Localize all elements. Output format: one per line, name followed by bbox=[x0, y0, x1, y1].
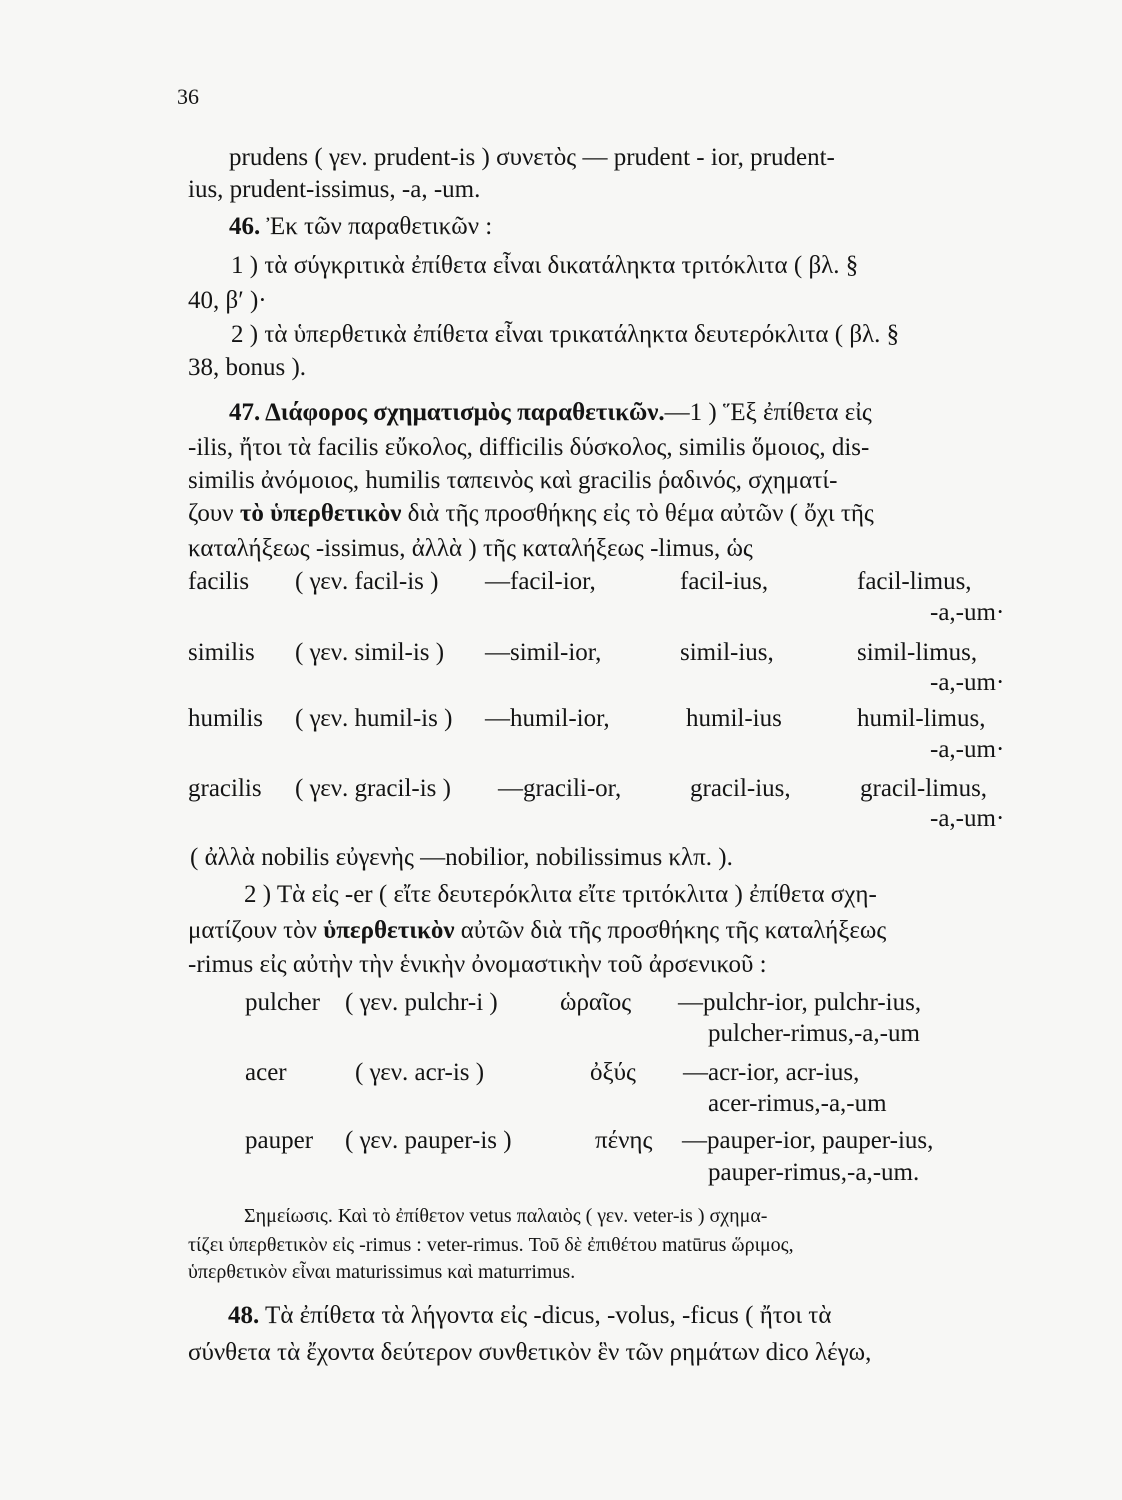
er-example-forms-1: —acr-ior, acr-ius, bbox=[683, 1059, 860, 1086]
example-adverb: facil-ius, bbox=[680, 568, 769, 595]
section-47-line-4 bbox=[188, 501, 874, 526]
section-47-heading bbox=[229, 400, 872, 425]
section-47-line-1-rest: —1 ) Ἕξ ἐπίθετα εἰς bbox=[664, 399, 872, 426]
section-46-number: 46. bbox=[229, 213, 261, 240]
section-47-line-2: -ilis, ἤτοι τὰ facilis εὔκολος, difficilis δύσκολος, similis ὅμοιος, dis- bbox=[188, 434, 870, 461]
section-46-item-2-line-2: 38, bonus ). bbox=[188, 354, 307, 381]
paragraph-2-line-2-c: αὐτῶν διὰ τῆς προσθήκης τῆς καταλήξεως bbox=[454, 917, 887, 944]
example-ending: -a,-um· bbox=[930, 599, 1005, 626]
er-example-word: pauper bbox=[245, 1127, 314, 1154]
example-adverb: simil-ius, bbox=[680, 639, 774, 666]
section-47-line-4-a: ζουν bbox=[188, 500, 240, 527]
example-superlative: gracil-limus, bbox=[860, 775, 988, 802]
section-48-line-1 bbox=[228, 1303, 831, 1328]
example-genitive: ( γεν. simil-is ) bbox=[295, 639, 445, 666]
example-comparative: —gracili-or, bbox=[498, 775, 622, 802]
paragraph-2-line-2-a: ματίζουν τὸν bbox=[188, 917, 324, 944]
section-48-number: 48. bbox=[228, 1302, 260, 1329]
example-word: facilis bbox=[188, 568, 250, 595]
paragraph-2-line-2-bold: ὑπερθετικὸν bbox=[323, 917, 455, 944]
er-example-genitive: ( γεν. pulchr-i ) bbox=[345, 989, 498, 1016]
er-example-forms-1: —pulchr-ior, pulchr-ius, bbox=[678, 989, 922, 1016]
paragraph-2-line-1: 2 ) Τὰ εἰς -er ( εἴτε δευτερόκλιτα εἴτε τριτόκλιτα ) ἐπίθετα σχη- bbox=[244, 881, 877, 908]
section-47-line-5: καταλήξεως -issimus, ἀλλὰ ) τῆς καταλήξεως -limus, ὡς bbox=[188, 535, 753, 562]
example-adverb: humil-ius bbox=[686, 705, 782, 732]
paragraph-2-line-3: -rimus εἰς αὐτὴν τὴν ἑνικὴν ὀνομαστικὴν τοῦ ἀρσενικοῦ : bbox=[188, 951, 767, 978]
er-example-forms-2: acer-rimus,-a,-um bbox=[708, 1090, 887, 1117]
page-number: 36 bbox=[177, 84, 199, 109]
section-47-line-4-bold: τὸ ὑπερθετικὸν bbox=[239, 500, 402, 527]
example-genitive: ( γεν. facil-is ) bbox=[295, 568, 439, 595]
example-comparative: —simil-ior, bbox=[485, 639, 602, 666]
example-word: similis bbox=[188, 639, 255, 666]
section-46-item-1-line-2: 40, β′ )· bbox=[188, 287, 267, 314]
example-genitive: ( γεν. gracil-is ) bbox=[295, 775, 451, 802]
example-superlative: simil-limus, bbox=[857, 639, 978, 666]
er-example-genitive: ( γεν. acr-is ) bbox=[355, 1059, 485, 1086]
section-48-line-2: σύνθετα τὰ ἔχοντα δεύτερον συνθετικὸν ἓν τῶν ρημάτων dico λέγω, bbox=[188, 1339, 872, 1366]
intro-line-1: prudens ( γεν. prudent-is ) συνετὸς — prudent - ior, prudent- bbox=[229, 144, 835, 171]
example-word: gracilis bbox=[188, 775, 262, 802]
paragraph-2-line-2 bbox=[188, 918, 886, 943]
intro-line-2: ius, prudent-issimus, -a, -um. bbox=[188, 176, 481, 203]
example-adverb: gracil-ius, bbox=[690, 775, 791, 802]
example-ending: -a,-um· bbox=[930, 669, 1005, 696]
er-example-greek: ὡραῖος bbox=[560, 989, 632, 1016]
er-example-forms-2: pauper-rimus,-a,-um. bbox=[708, 1159, 920, 1186]
section-46-heading bbox=[229, 214, 492, 239]
example-comparative: —humil-ior, bbox=[485, 705, 610, 732]
er-example-greek: πένης bbox=[595, 1127, 653, 1154]
er-example-forms-2: pulcher-rimus,-a,-um bbox=[708, 1020, 920, 1047]
note-line-1: Σημείωσις. Καὶ τὸ ἐπίθετον vetus παλαιὸς ( γεν. veter-is ) σχημα- bbox=[244, 1205, 768, 1227]
er-example-word: acer bbox=[245, 1059, 287, 1086]
er-example-greek: ὀξύς bbox=[590, 1059, 636, 1086]
example-ending: -a,-um· bbox=[930, 805, 1005, 832]
section-46-item-2-line-1: 2 ) τὰ ὑπερθετικὰ ἐπίθετα εἶναι τρικατάληκτα δευτερόκλιτα ( βλ. § bbox=[231, 321, 900, 348]
section-46-title: Ἐκ τῶν παραθετικῶν : bbox=[260, 213, 493, 240]
example-ending: -a,-um· bbox=[930, 736, 1005, 763]
section-47-line-3: similis ἀνόμοιος, humilis ταπεινὸς καὶ gracilis ῥαδινός, σχηματί- bbox=[188, 467, 838, 494]
section-47-title: Διάφορος σχηματισμὸς παραθετικῶν. bbox=[260, 399, 665, 426]
section-46-item-1-line-1: 1 ) τὰ σύγκριτικὰ ἐπίθετα εἶναι δικατάληκτα τριτόκλιτα ( βλ. § bbox=[231, 252, 859, 279]
section-47-line-4-c: διὰ τῆς προσθήκης εἰς τὸ θέμα αὐτῶν ( ὄχι τῆς bbox=[401, 500, 874, 527]
example-superlative: facil-limus, bbox=[857, 568, 972, 595]
section-48-line-1-rest: Τὰ ἐπίθετα τὰ λήγοντα εἰς -dicus, -volus, -ficus ( ἤτοι τὰ bbox=[259, 1302, 832, 1329]
example-genitive: ( γεν. humil-is ) bbox=[295, 705, 453, 732]
section-47-number: 47. bbox=[229, 399, 261, 426]
er-example-forms-1: —pauper-ior, pauper-ius, bbox=[682, 1127, 934, 1154]
nobilis-exception: ( ἀλλὰ nobilis εὐγενὴς —nobilior, nobilissimus κλπ. ). bbox=[190, 844, 733, 871]
er-example-genitive: ( γεν. pauper-is ) bbox=[345, 1127, 512, 1154]
example-comparative: —facil-ior, bbox=[485, 568, 596, 595]
example-word: humilis bbox=[188, 705, 264, 732]
example-superlative: humil-limus, bbox=[857, 705, 986, 732]
er-example-word: pulcher bbox=[245, 989, 320, 1016]
note-line-2: τίζει ὑπερθετικὸν εἰς -rimus : veter-rimus. Τοῦ δὲ ἐπιθέτου matūrus ὥριμος, bbox=[188, 1234, 794, 1256]
note-line-3: ὑπερθετικὸν εἶναι maturissimus καὶ maturrimus. bbox=[188, 1261, 576, 1283]
